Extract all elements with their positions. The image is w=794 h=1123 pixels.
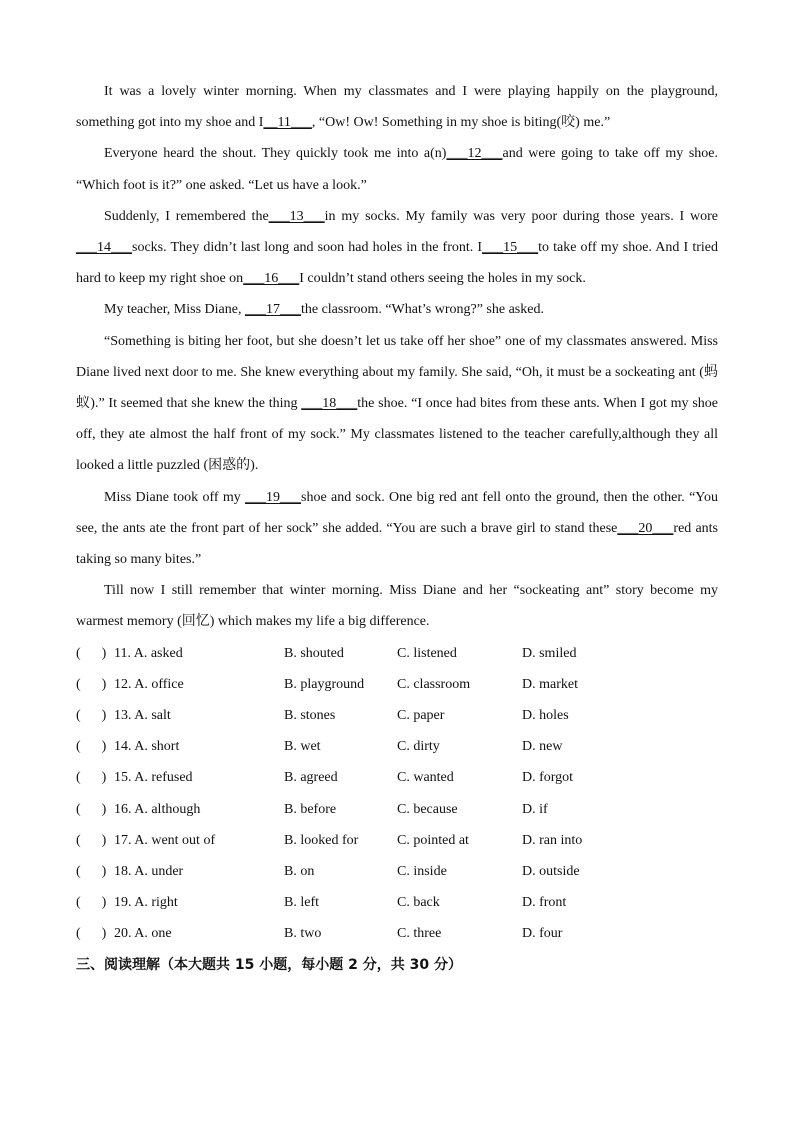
paragraph-text: Till now I still remember that winter morning. Miss Diane and her “sockeating ant” story become my warmest memory (回忆) which makes my life a big difference. xyxy=(76,583,718,630)
answer-parenthesis: ( ) xyxy=(76,801,107,817)
option-c: C. classroom xyxy=(397,676,471,692)
paragraph-text: red ants taking so many bites.” xyxy=(76,520,719,568)
paragraph-text: It was a lovely winter morning. When my classmates and I were playing happily on the playground, something got into my shoe and I xyxy=(76,84,718,131)
option-a: 16. A. although xyxy=(114,801,201,817)
answer-parenthesis: ( ) xyxy=(76,895,107,911)
option-row xyxy=(76,762,718,793)
option-row xyxy=(76,794,718,825)
option-c: C. pointed at xyxy=(397,832,469,848)
option-c: C. inside xyxy=(397,863,447,879)
paragraph xyxy=(76,575,718,637)
option-b: B. stones xyxy=(284,708,336,724)
option-b: B. shouted xyxy=(284,645,344,661)
option-row xyxy=(76,638,718,669)
option-b: B. before xyxy=(284,801,337,817)
option-c: C. wanted xyxy=(397,770,454,786)
option-row xyxy=(76,856,718,887)
option-row xyxy=(76,700,718,731)
answer-blank: ___16___ xyxy=(243,271,300,287)
section-heading: 三、阅读理解（本大题共 15 小题，每小题 2 分，共 30 分） xyxy=(76,956,462,973)
option-b: B. looked for xyxy=(284,832,359,848)
answer-parenthesis: ( ) xyxy=(76,832,107,848)
option-d: D. if xyxy=(522,801,548,817)
option-c: C. because xyxy=(397,801,458,817)
paragraph-text: Everyone heard the shout. They quickly took me into a(n) xyxy=(104,146,447,162)
option-d: D. forgot xyxy=(522,770,574,786)
option-d: D. ran into xyxy=(522,832,583,848)
option-a: 19. A. right xyxy=(114,895,178,911)
option-b: B. left xyxy=(284,895,319,911)
option-a: 20. A. one xyxy=(114,926,172,942)
answer-blank: ___13___ xyxy=(268,208,325,224)
option-d: D. outside xyxy=(522,863,580,879)
answer-blank: ___15___ xyxy=(482,240,539,256)
answer-blank: ___20___ xyxy=(617,520,674,536)
option-b: B. agreed xyxy=(284,770,338,786)
option-b: B. on xyxy=(284,863,315,879)
option-row xyxy=(76,918,718,949)
option-a: 14. A. short xyxy=(114,739,180,755)
option-row xyxy=(76,825,718,856)
paragraph-text: the shoe. “I once had bites from these ants. When I got my shoe off, they ate almost the half front of my sock.” My classmates listened to the teacher carefully,although they all looked a little puzzled (困惑的). xyxy=(76,396,718,474)
paragraph-text: the classroom. “What’s wrong?” she asked. xyxy=(300,302,544,318)
paragraph-text: shoe and sock. One big red ant fell onto the ground, then the other. “You see, the ants ate the front part of her sock” she added. “You are such a brave girl to stand these xyxy=(76,489,718,536)
option-c: C. listened xyxy=(397,645,457,661)
option-d: D. front xyxy=(522,895,567,911)
paragraph-text: , “Ow! Ow! Something in my shoe is biting(咬) me.” xyxy=(311,115,611,131)
paragraph-text: “Something is biting her foot, but she doesn’t let us take off her shoe” one of my classmates answered. Miss Diane lived next door to me. She knew everything about my family. She said, “Oh, it must be a sockeating ant (蚂蚁).” It seemed that she knew the thing xyxy=(76,333,718,412)
option-c: C. dirty xyxy=(397,739,440,755)
option-b: B. wet xyxy=(284,739,321,755)
answer-options xyxy=(76,638,718,950)
option-d: D. smiled xyxy=(522,645,577,661)
option-a: 12. A. office xyxy=(114,676,184,692)
paragraph-text: and were going to take off my shoe. “Which foot is it?” one asked. “Let us have a look.” xyxy=(76,146,718,193)
option-a: 17. A. went out of xyxy=(114,832,216,848)
paragraph-text: to take off my shoe. And I tried hard to keep my right shoe on xyxy=(76,240,718,287)
option-d: D. market xyxy=(522,676,578,692)
answer-parenthesis: ( ) xyxy=(76,708,107,724)
option-c: C. paper xyxy=(397,708,445,724)
paragraph xyxy=(76,326,718,482)
option-d: D. holes xyxy=(522,708,569,724)
paragraph-text: My teacher, Miss Diane, xyxy=(104,302,245,318)
answer-blank: __11___ xyxy=(263,115,312,131)
paragraph xyxy=(76,201,718,295)
option-d: D. new xyxy=(522,739,563,755)
paragraph xyxy=(76,294,718,325)
option-a: 18. A. under xyxy=(114,863,184,879)
document-page xyxy=(76,76,718,981)
paragraph xyxy=(76,76,718,138)
paragraph xyxy=(76,138,718,200)
answer-parenthesis: ( ) xyxy=(76,770,107,786)
option-b: B. two xyxy=(284,926,322,942)
option-c: C. three xyxy=(397,926,442,942)
answer-blank: ___17___ xyxy=(244,302,301,318)
option-c: C. back xyxy=(397,895,440,911)
answer-blank: ___12___ xyxy=(446,146,503,162)
option-a: 15. A. refused xyxy=(114,770,193,786)
option-d: D. four xyxy=(522,926,563,942)
answer-parenthesis: ( ) xyxy=(76,645,107,661)
option-b: B. playground xyxy=(284,676,365,692)
option-row xyxy=(76,731,718,762)
paragraph-text: Miss Diane took off my xyxy=(104,489,246,505)
answer-parenthesis: ( ) xyxy=(76,739,107,755)
paragraph xyxy=(76,482,718,576)
answer-blank: ___18___ xyxy=(301,396,358,412)
answer-parenthesis: ( ) xyxy=(76,863,107,879)
paragraph-text: socks. They didn’t last long and soon had holes in the front. I xyxy=(132,240,483,256)
option-row xyxy=(76,669,718,700)
paragraph-text: Suddenly, I remembered the xyxy=(104,208,269,224)
cloze-passage xyxy=(76,76,718,638)
option-row xyxy=(76,887,718,918)
answer-parenthesis: ( ) xyxy=(76,926,107,942)
answer-parenthesis: ( ) xyxy=(76,676,107,692)
option-a: 11. A. asked xyxy=(114,645,183,661)
answer-blank: ___19___ xyxy=(245,489,302,505)
paragraph-text: I couldn’t stand others seeing the holes in my sock. xyxy=(299,271,586,287)
paragraph-text: in my socks. My family was very poor during those years. I wore xyxy=(324,208,718,224)
answer-blank: ___14___ xyxy=(76,240,132,256)
option-a: 13. A. salt xyxy=(114,708,171,724)
